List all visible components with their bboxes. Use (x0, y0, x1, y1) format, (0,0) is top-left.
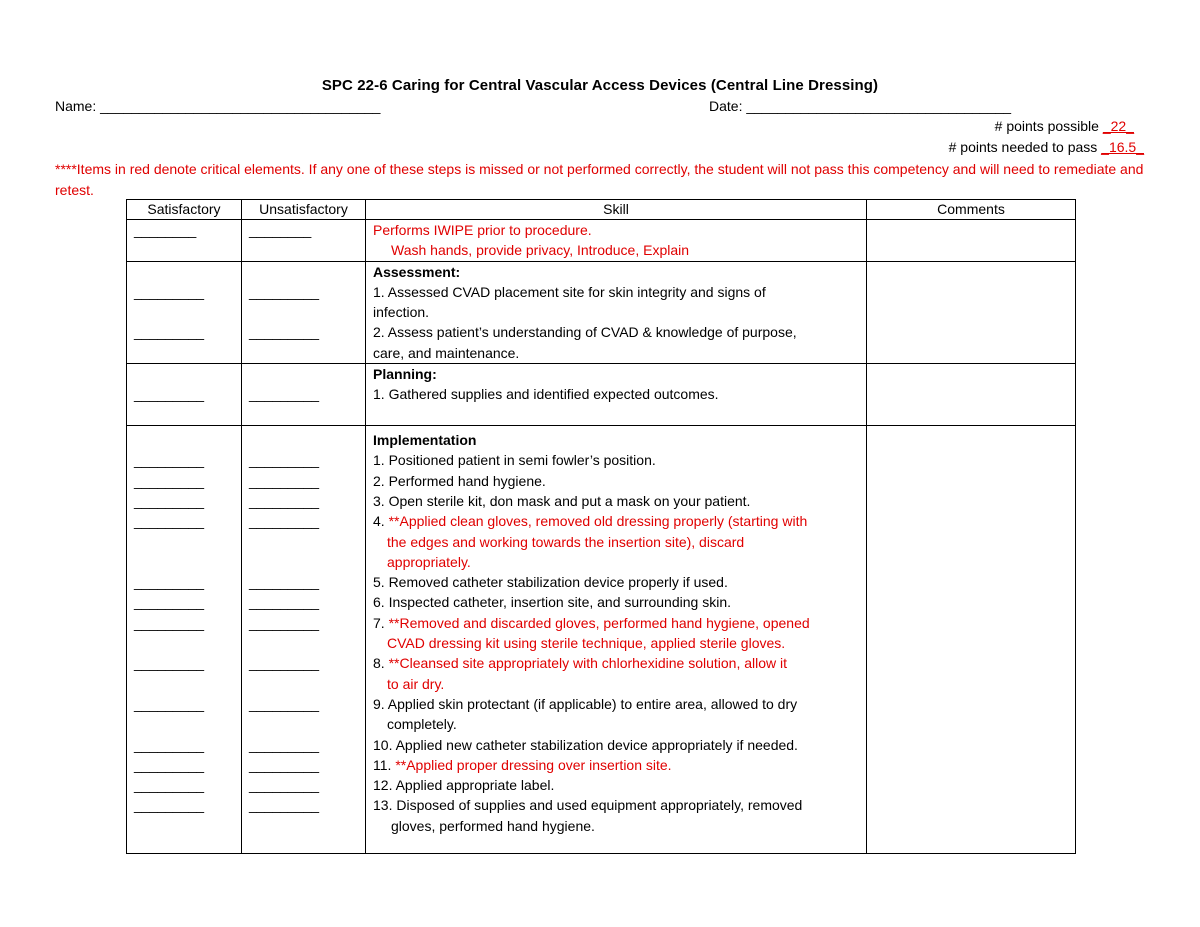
unsatisfactory-blank[interactable]: _________ (249, 797, 320, 814)
unsatisfactory-blank[interactable]: _________ (249, 736, 320, 753)
unsatisfactory-blank[interactable]: _________ (249, 452, 320, 469)
section-heading-implementation: Implementation (373, 432, 477, 449)
name-field[interactable]: Name: ____________________________________ (55, 98, 381, 114)
skill-text: 12. Applied appropriate label. (373, 777, 555, 794)
table-row (127, 220, 1076, 262)
page-title: SPC 22-6 Caring for Central Vascular Access Devices (Central Line Dressing) (321, 77, 879, 94)
skill-text: completely. (387, 716, 457, 733)
satisfactory-blank[interactable]: _________ (134, 386, 205, 403)
points-possible (995, 118, 1134, 134)
points-possible-label: # points possible (994, 118, 1103, 134)
satisfactory-blank[interactable]: _________ (134, 736, 205, 753)
comments-cell[interactable] (867, 261, 1076, 363)
table-row (127, 364, 1076, 426)
header-satisfactory: Satisfactory (127, 200, 242, 220)
unsatisfactory-blank[interactable]: _________ (249, 324, 320, 341)
comments-cell[interactable] (867, 220, 1076, 262)
skill-text-critical: appropriately. (387, 553, 471, 570)
skill-text: 1. Assessed CVAD placement site for skin integrity and signs of (373, 283, 766, 300)
skill-text-critical: 4. **Applied clean gloves, removed old dressing properly (starting with (373, 513, 808, 530)
skill-text: 9. Applied skin protectant (if applicable) to entire area, allowed to dry (373, 695, 798, 712)
skill-text: 1. Gathered supplies and identified expected outcomes. (373, 386, 719, 403)
points-needed-value: _16.5_ (1101, 139, 1144, 155)
skill-text: 1. Positioned patient in semi fowler’s position. (373, 452, 656, 469)
unsatisfactory-blank[interactable]: ________ (249, 222, 312, 238)
satisfactory-blank[interactable]: _________ (134, 594, 205, 611)
unsatisfactory-blank[interactable]: _________ (249, 756, 320, 773)
satisfactory-blank[interactable]: _________ (134, 614, 205, 631)
unsatisfactory-blank[interactable]: _________ (249, 614, 320, 631)
comments-cell[interactable] (867, 364, 1076, 426)
skill-text-critical: to air dry. (387, 675, 445, 692)
satisfactory-blank[interactable]: _________ (134, 695, 205, 712)
unsatisfactory-blank[interactable]: _________ (249, 513, 320, 530)
skill-text-critical: the edges and working towards the insertion site), discard (387, 533, 745, 550)
points-possible-value: _22_ (1102, 118, 1134, 134)
satisfactory-blank[interactable]: ________ (134, 222, 197, 238)
satisfactory-blank[interactable]: _________ (134, 452, 205, 469)
skill-text: 6. Inspected catheter, insertion site, and surrounding skin. (373, 594, 731, 611)
points-needed (949, 139, 1144, 155)
skill-text: 5. Removed catheter stabilization device properly if used. (373, 574, 728, 591)
satisfactory-blank[interactable]: _________ (134, 324, 205, 341)
unsatisfactory-blank[interactable]: _________ (249, 574, 320, 591)
table-row (127, 426, 1076, 854)
unsatisfactory-blank[interactable]: _________ (249, 472, 320, 489)
satisfactory-blank[interactable]: _________ (134, 492, 205, 509)
satisfactory-blank[interactable]: _________ (134, 513, 205, 530)
date-field[interactable]: Date: __________________________________ (709, 98, 1012, 114)
skill-text-critical: CVAD dressing kit using sterile technique, applied sterile gloves. (387, 635, 786, 652)
table-header-row (127, 200, 1076, 220)
header-unsatisfactory: Unsatisfactory (242, 200, 366, 220)
skill-text: gloves, performed hand hygiene. (391, 817, 595, 834)
unsatisfactory-blank[interactable]: _________ (249, 594, 320, 611)
unsatisfactory-blank[interactable]: _________ (249, 695, 320, 712)
skill-text-critical: 8. **Cleansed site appropriately with chlorhexidine solution, allow it (373, 655, 788, 672)
skill-text: 2. Performed hand hygiene. (373, 472, 546, 489)
unsatisfactory-blank[interactable]: _________ (249, 492, 320, 509)
satisfactory-blank[interactable]: _________ (134, 472, 205, 489)
skill-text-critical: 11. **Applied proper dressing over insertion site. (373, 756, 672, 773)
comments-cell[interactable] (867, 426, 1076, 854)
skill-text: 13. Disposed of supplies and used equipment appropriately, removed (373, 797, 803, 814)
satisfactory-blank[interactable]: _________ (134, 574, 205, 591)
section-heading-planning: Planning: (373, 366, 437, 383)
skill-text: care, and maintenance. (373, 344, 520, 361)
satisfactory-blank[interactable]: _________ (134, 283, 205, 300)
table-row (127, 261, 1076, 363)
satisfactory-blank[interactable]: _________ (134, 777, 205, 794)
skill-text: 10. Applied new catheter stabilization device appropriately if needed. (373, 736, 798, 753)
satisfactory-blank[interactable]: _________ (134, 655, 205, 672)
unsatisfactory-blank[interactable]: _________ (249, 386, 320, 403)
skill-text: Performs IWIPE prior to procedure. (373, 222, 592, 238)
unsatisfactory-blank[interactable]: _________ (249, 283, 320, 300)
unsatisfactory-blank[interactable]: _________ (249, 777, 320, 794)
unsatisfactory-blank[interactable]: _________ (249, 655, 320, 672)
satisfactory-blank[interactable]: _________ (134, 797, 205, 814)
points-needed-label: # points needed to pass (948, 139, 1102, 155)
skill-text: Wash hands, provide privacy, Introduce, Explain (391, 242, 690, 259)
skill-text: infection. (373, 304, 430, 321)
skill-text: 3. Open sterile kit, don mask and put a mask on your patient. (373, 492, 751, 509)
satisfactory-blank[interactable]: _________ (134, 756, 205, 773)
skill-text-critical: 7. **Removed and discarded gloves, performed hand hygiene, opened (373, 614, 810, 631)
critical-elements-note: ****Items in red denote critical elements. If any one of these steps is missed or not performed correctly, the student will not pass this competency and will need to remediate and retest. (55, 161, 1144, 198)
header-skill: Skill (366, 200, 867, 220)
competency-table (126, 199, 1076, 854)
section-heading-assessment: Assessment: (373, 263, 461, 280)
header-comments: Comments (867, 200, 1076, 220)
skill-text: 2. Assess patient’s understanding of CVAD & knowledge of purpose, (373, 324, 797, 341)
